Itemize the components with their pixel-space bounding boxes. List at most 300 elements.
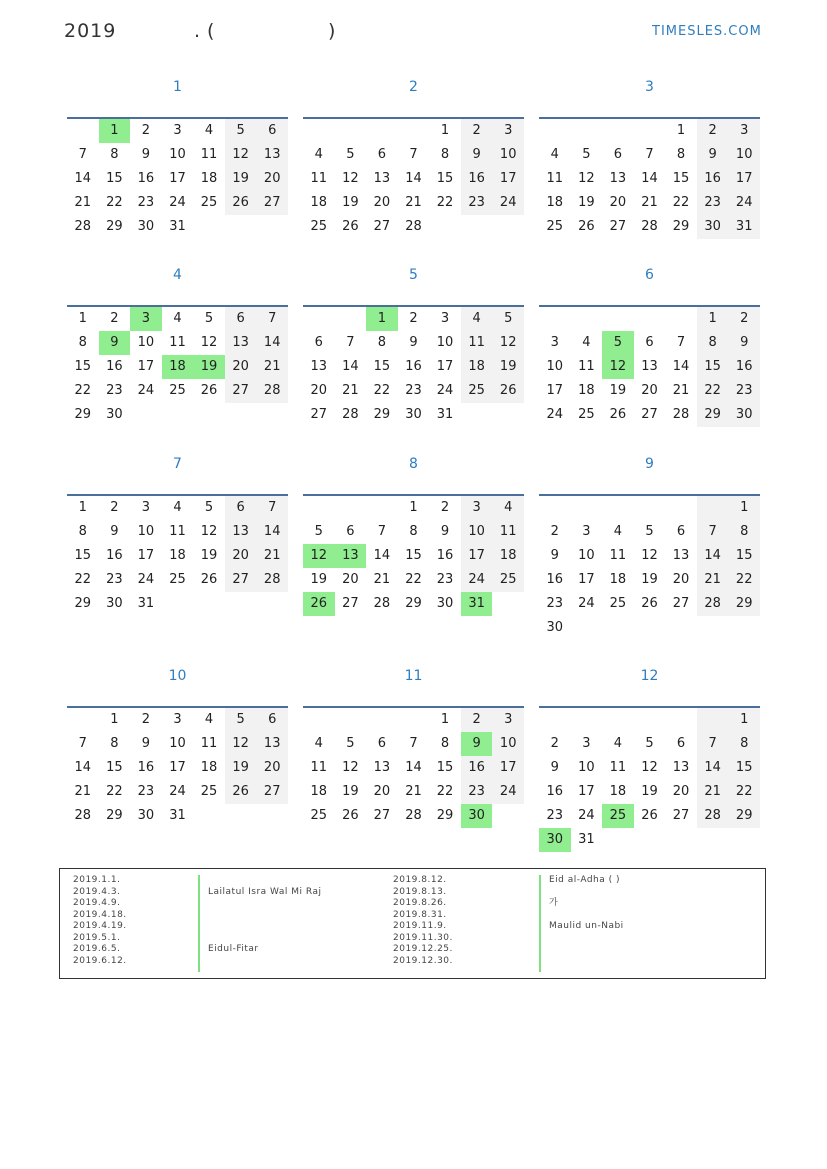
day-cell[interactable]: 26 bbox=[225, 191, 257, 215]
day-cell[interactable]: 27 bbox=[373, 219, 391, 234]
day-cell[interactable]: 4 bbox=[173, 311, 182, 326]
day-cell[interactable]: 4 bbox=[314, 736, 323, 751]
day-cell[interactable]: 10 bbox=[436, 335, 454, 350]
day-cell[interactable]: 14 bbox=[697, 544, 729, 568]
day-cell[interactable]: 14 bbox=[256, 331, 288, 355]
day-cell[interactable]: 29 bbox=[728, 592, 760, 616]
day-cell[interactable]: 7 bbox=[256, 307, 288, 331]
day-cell[interactable]: 8 bbox=[110, 736, 119, 751]
day-cell[interactable]: 30 bbox=[436, 596, 454, 611]
day-cell[interactable]: 28 bbox=[672, 407, 690, 422]
day-cell[interactable]: 2 bbox=[141, 123, 151, 138]
day-cell[interactable]: 1 bbox=[440, 123, 450, 138]
day-cell[interactable]: 2 bbox=[550, 736, 559, 751]
day-cell[interactable]: 21 bbox=[373, 572, 391, 587]
day-cell[interactable]: 17 bbox=[578, 784, 595, 799]
day-cell[interactable]: 29 bbox=[74, 596, 92, 611]
day-cell[interactable]: 26 bbox=[609, 407, 627, 422]
day-cell[interactable]: 26 bbox=[303, 592, 335, 616]
day-cell[interactable]: 13 bbox=[641, 359, 658, 374]
day-cell[interactable]: 11 bbox=[492, 520, 524, 544]
day-cell[interactable]: 17 bbox=[436, 359, 454, 374]
day-cell[interactable]: 5 bbox=[645, 736, 654, 751]
day-cell[interactable]: 18 bbox=[492, 544, 524, 568]
day-cell[interactable]: 2 bbox=[110, 500, 119, 515]
day-cell[interactable]: 25 bbox=[169, 383, 186, 398]
day-cell[interactable]: 23 bbox=[461, 780, 493, 804]
day-cell[interactable]: 8 bbox=[697, 331, 729, 355]
day-cell[interactable]: 31 bbox=[169, 808, 186, 823]
day-cell[interactable]: 15 bbox=[405, 548, 422, 563]
day-cell[interactable]: 24 bbox=[137, 572, 155, 587]
day-cell[interactable]: 4 bbox=[582, 335, 591, 350]
day-cell[interactable]: 19 bbox=[578, 195, 595, 210]
day-cell[interactable]: 9 bbox=[728, 331, 760, 355]
day-cell[interactable]: 6 bbox=[377, 736, 387, 751]
day-cell[interactable]: 16 bbox=[137, 171, 155, 186]
day-cell[interactable]: 25 bbox=[310, 808, 328, 823]
day-cell[interactable]: 19 bbox=[342, 195, 359, 210]
day-cell[interactable]: 13 bbox=[335, 544, 367, 568]
day-cell[interactable]: 1 bbox=[728, 496, 760, 520]
day-cell[interactable]: 24 bbox=[578, 808, 595, 823]
day-cell[interactable]: 27 bbox=[342, 596, 359, 611]
day-cell[interactable]: 18 bbox=[546, 195, 564, 210]
day-cell[interactable]: 19 bbox=[342, 784, 359, 799]
day-cell[interactable]: 20 bbox=[225, 355, 257, 379]
day-cell[interactable]: 27 bbox=[373, 808, 391, 823]
day-cell[interactable]: 24 bbox=[492, 191, 524, 215]
day-cell[interactable]: 2 bbox=[461, 119, 493, 143]
day-cell[interactable]: 18 bbox=[310, 195, 328, 210]
day-cell[interactable]: 4 bbox=[550, 147, 559, 162]
day-cell[interactable]: 7 bbox=[78, 147, 87, 162]
day-cell[interactable]: 17 bbox=[169, 171, 186, 186]
day-cell[interactable]: 25 bbox=[461, 379, 493, 403]
day-cell[interactable]: 3 bbox=[728, 119, 760, 143]
day-cell[interactable]: 3 bbox=[173, 123, 182, 138]
day-cell[interactable]: 6 bbox=[645, 335, 654, 350]
day-cell[interactable]: 28 bbox=[373, 596, 391, 611]
day-cell[interactable]: 23 bbox=[436, 572, 454, 587]
day-cell[interactable]: 20 bbox=[225, 544, 257, 568]
day-cell[interactable]: 30 bbox=[539, 828, 571, 852]
day-cell[interactable]: 2 bbox=[110, 311, 119, 326]
day-cell[interactable]: 15 bbox=[436, 171, 454, 186]
day-cell[interactable]: 3 bbox=[130, 307, 162, 331]
day-cell[interactable]: 28 bbox=[74, 219, 92, 234]
day-cell[interactable]: 5 bbox=[204, 500, 214, 515]
day-cell[interactable]: 14 bbox=[697, 756, 729, 780]
day-cell[interactable]: 21 bbox=[74, 195, 92, 210]
day-cell[interactable]: 31 bbox=[137, 596, 155, 611]
day-cell[interactable]: 12 bbox=[303, 544, 335, 568]
day-cell[interactable]: 24 bbox=[728, 191, 760, 215]
day-cell[interactable]: 26 bbox=[342, 808, 359, 823]
day-cell[interactable]: 5 bbox=[645, 524, 654, 539]
day-cell[interactable]: 15 bbox=[697, 355, 729, 379]
day-cell[interactable]: 9 bbox=[409, 335, 418, 350]
day-cell[interactable]: 13 bbox=[672, 548, 690, 563]
day-cell[interactable]: 21 bbox=[641, 195, 658, 210]
day-cell[interactable]: 28 bbox=[405, 808, 422, 823]
day-cell[interactable]: 14 bbox=[641, 171, 658, 186]
day-cell[interactable]: 6 bbox=[346, 524, 355, 539]
day-cell[interactable]: 3 bbox=[550, 335, 559, 350]
day-cell[interactable]: 21 bbox=[697, 568, 729, 592]
day-cell[interactable]: 31 bbox=[578, 832, 595, 847]
day-cell[interactable]: 11 bbox=[200, 736, 218, 751]
day-cell[interactable]: 27 bbox=[672, 596, 690, 611]
day-cell[interactable]: 20 bbox=[310, 383, 328, 398]
day-cell[interactable]: 4 bbox=[204, 123, 214, 138]
day-cell[interactable]: 26 bbox=[200, 383, 218, 398]
day-cell[interactable]: 20 bbox=[373, 195, 391, 210]
day-cell[interactable]: 17 bbox=[461, 544, 493, 568]
day-cell[interactable]: 2 bbox=[409, 311, 418, 326]
day-cell[interactable]: 25 bbox=[609, 596, 627, 611]
day-cell[interactable]: 23 bbox=[546, 596, 564, 611]
day-cell[interactable]: 16 bbox=[106, 359, 123, 374]
day-cell[interactable]: 28 bbox=[74, 808, 92, 823]
day-cell[interactable]: 29 bbox=[106, 219, 123, 234]
day-cell[interactable]: 28 bbox=[641, 219, 658, 234]
day-cell[interactable]: 24 bbox=[137, 383, 155, 398]
day-cell[interactable]: 26 bbox=[578, 219, 595, 234]
day-cell[interactable]: 13 bbox=[672, 760, 690, 775]
day-cell[interactable]: 25 bbox=[546, 219, 564, 234]
day-cell[interactable]: 23 bbox=[728, 379, 760, 403]
day-cell[interactable]: 7 bbox=[697, 520, 729, 544]
day-cell[interactable]: 20 bbox=[672, 572, 690, 587]
day-cell[interactable]: 14 bbox=[405, 171, 422, 186]
day-cell[interactable]: 14 bbox=[342, 359, 359, 374]
day-cell[interactable]: 23 bbox=[697, 191, 729, 215]
day-cell[interactable]: 30 bbox=[546, 620, 564, 635]
day-cell[interactable]: 16 bbox=[137, 760, 155, 775]
day-cell[interactable]: 29 bbox=[405, 596, 422, 611]
day-cell[interactable]: 7 bbox=[256, 496, 288, 520]
day-cell[interactable]: 11 bbox=[169, 524, 186, 539]
day-cell[interactable]: 9 bbox=[99, 331, 131, 355]
day-cell[interactable]: 20 bbox=[672, 784, 690, 799]
day-cell[interactable]: 8 bbox=[377, 335, 387, 350]
day-cell[interactable]: 30 bbox=[697, 215, 729, 239]
day-cell[interactable]: 26 bbox=[641, 596, 658, 611]
day-cell[interactable]: 11 bbox=[578, 359, 595, 374]
day-cell[interactable]: 5 bbox=[492, 307, 524, 331]
day-cell[interactable]: 31 bbox=[461, 592, 493, 616]
day-cell[interactable]: 3 bbox=[461, 496, 493, 520]
day-cell[interactable]: 19 bbox=[193, 355, 225, 379]
day-cell[interactable]: 22 bbox=[405, 572, 422, 587]
day-cell[interactable]: 9 bbox=[440, 524, 450, 539]
day-cell[interactable]: 8 bbox=[409, 524, 418, 539]
day-cell[interactable]: 10 bbox=[461, 520, 493, 544]
day-cell[interactable]: 12 bbox=[492, 331, 524, 355]
day-cell[interactable]: 20 bbox=[609, 195, 627, 210]
day-cell[interactable]: 28 bbox=[697, 592, 729, 616]
day-cell[interactable]: 5 bbox=[582, 147, 591, 162]
day-cell[interactable]: 2 bbox=[461, 708, 493, 732]
day-cell[interactable]: 30 bbox=[405, 407, 422, 422]
day-cell[interactable]: 22 bbox=[436, 784, 454, 799]
day-cell[interactable]: 13 bbox=[310, 359, 328, 374]
day-cell[interactable]: 15 bbox=[373, 359, 391, 374]
day-cell[interactable]: 5 bbox=[314, 524, 323, 539]
day-cell[interactable]: 16 bbox=[697, 167, 729, 191]
day-cell[interactable]: 16 bbox=[728, 355, 760, 379]
day-cell[interactable]: 19 bbox=[492, 355, 524, 379]
day-cell[interactable]: 10 bbox=[169, 147, 186, 162]
day-cell[interactable]: 14 bbox=[74, 171, 92, 186]
day-cell[interactable]: 1 bbox=[366, 307, 398, 331]
day-cell[interactable]: 13 bbox=[373, 760, 391, 775]
day-cell[interactable]: 8 bbox=[440, 147, 450, 162]
day-cell[interactable]: 26 bbox=[641, 808, 658, 823]
day-cell[interactable]: 2 bbox=[550, 524, 559, 539]
day-cell[interactable]: 6 bbox=[256, 119, 288, 143]
day-cell[interactable]: 16 bbox=[106, 548, 123, 563]
day-cell[interactable]: 22 bbox=[106, 784, 123, 799]
day-cell[interactable]: 4 bbox=[204, 712, 214, 727]
day-cell[interactable]: 22 bbox=[697, 379, 729, 403]
day-cell[interactable]: 1 bbox=[78, 311, 87, 326]
day-cell[interactable]: 11 bbox=[310, 760, 328, 775]
day-cell[interactable]: 27 bbox=[310, 407, 328, 422]
day-cell[interactable]: 30 bbox=[106, 407, 123, 422]
day-cell[interactable]: 18 bbox=[578, 383, 595, 398]
day-cell[interactable]: 9 bbox=[697, 143, 729, 167]
day-cell[interactable]: 1 bbox=[78, 500, 87, 515]
day-cell[interactable]: 2 bbox=[440, 500, 450, 515]
day-cell[interactable]: 25 bbox=[602, 804, 634, 828]
day-cell[interactable]: 18 bbox=[162, 355, 194, 379]
day-cell[interactable]: 12 bbox=[578, 171, 595, 186]
day-cell[interactable]: 11 bbox=[546, 171, 564, 186]
day-cell[interactable]: 5 bbox=[346, 147, 355, 162]
day-cell[interactable]: 12 bbox=[225, 732, 257, 756]
day-cell[interactable]: 6 bbox=[377, 147, 387, 162]
day-cell[interactable]: 5 bbox=[225, 708, 257, 732]
day-cell[interactable]: 21 bbox=[405, 784, 422, 799]
day-cell[interactable]: 16 bbox=[546, 784, 564, 799]
day-cell[interactable]: 27 bbox=[256, 191, 288, 215]
day-cell[interactable]: 31 bbox=[169, 219, 186, 234]
day-cell[interactable]: 28 bbox=[342, 407, 359, 422]
day-cell[interactable]: 25 bbox=[492, 568, 524, 592]
day-cell[interactable]: 24 bbox=[492, 780, 524, 804]
day-cell[interactable]: 15 bbox=[728, 756, 760, 780]
day-cell[interactable]: 4 bbox=[492, 496, 524, 520]
day-cell[interactable]: 12 bbox=[342, 171, 359, 186]
day-cell[interactable]: 29 bbox=[373, 407, 391, 422]
day-cell[interactable]: 21 bbox=[342, 383, 359, 398]
day-cell[interactable]: 17 bbox=[169, 760, 186, 775]
day-cell[interactable]: 9 bbox=[110, 524, 119, 539]
day-cell[interactable]: 15 bbox=[106, 171, 123, 186]
day-cell[interactable]: 12 bbox=[225, 143, 257, 167]
day-cell[interactable]: 9 bbox=[461, 732, 493, 756]
day-cell[interactable]: 28 bbox=[405, 219, 422, 234]
day-cell[interactable]: 19 bbox=[609, 383, 627, 398]
day-cell[interactable]: 7 bbox=[346, 335, 355, 350]
day-cell[interactable]: 7 bbox=[409, 736, 418, 751]
day-cell[interactable]: 20 bbox=[256, 756, 288, 780]
day-cell[interactable]: 4 bbox=[173, 500, 182, 515]
day-cell[interactable]: 17 bbox=[137, 548, 155, 563]
day-cell[interactable]: 5 bbox=[602, 331, 634, 355]
day-cell[interactable]: 4 bbox=[461, 307, 493, 331]
day-cell[interactable]: 21 bbox=[672, 383, 690, 398]
day-cell[interactable]: 18 bbox=[200, 760, 218, 775]
day-cell[interactable]: 22 bbox=[74, 383, 92, 398]
day-cell[interactable]: 4 bbox=[314, 147, 323, 162]
day-cell[interactable]: 4 bbox=[613, 736, 623, 751]
day-cell[interactable]: 17 bbox=[492, 756, 524, 780]
day-cell[interactable]: 13 bbox=[609, 171, 627, 186]
day-cell[interactable]: 23 bbox=[106, 383, 123, 398]
day-cell[interactable]: 6 bbox=[314, 335, 323, 350]
day-cell[interactable]: 8 bbox=[728, 732, 760, 756]
day-cell[interactable]: 15 bbox=[106, 760, 123, 775]
day-cell[interactable]: 23 bbox=[137, 784, 155, 799]
day-cell[interactable]: 15 bbox=[672, 171, 690, 186]
day-cell[interactable]: 30 bbox=[461, 804, 493, 828]
day-cell[interactable]: 10 bbox=[137, 335, 155, 350]
day-cell[interactable]: 28 bbox=[697, 804, 729, 828]
day-cell[interactable]: 12 bbox=[641, 548, 658, 563]
day-cell[interactable]: 30 bbox=[106, 596, 123, 611]
day-cell[interactable]: 7 bbox=[676, 335, 686, 350]
day-cell[interactable]: 21 bbox=[405, 195, 422, 210]
day-cell[interactable]: 29 bbox=[106, 808, 123, 823]
day-cell[interactable]: 19 bbox=[641, 572, 658, 587]
day-cell[interactable]: 5 bbox=[346, 736, 355, 751]
day-cell[interactable]: 10 bbox=[492, 143, 524, 167]
day-cell[interactable]: 15 bbox=[728, 544, 760, 568]
day-cell[interactable]: 12 bbox=[342, 760, 359, 775]
day-cell[interactable]: 24 bbox=[436, 383, 454, 398]
site-logo[interactable]: TIMESLES.COM bbox=[652, 24, 762, 39]
day-cell[interactable]: 11 bbox=[461, 331, 493, 355]
day-cell[interactable]: 20 bbox=[373, 784, 391, 799]
day-cell[interactable]: 3 bbox=[440, 311, 450, 326]
day-cell[interactable]: 14 bbox=[74, 760, 92, 775]
day-cell[interactable]: 29 bbox=[436, 808, 454, 823]
day-cell[interactable]: 19 bbox=[310, 572, 328, 587]
day-cell[interactable]: 13 bbox=[373, 171, 391, 186]
day-cell[interactable]: 16 bbox=[546, 572, 564, 587]
day-cell[interactable]: 19 bbox=[225, 167, 257, 191]
day-cell[interactable]: 6 bbox=[225, 496, 257, 520]
day-cell[interactable]: 18 bbox=[609, 784, 627, 799]
day-cell[interactable]: 21 bbox=[256, 544, 288, 568]
day-cell[interactable]: 24 bbox=[578, 596, 595, 611]
day-cell[interactable]: 17 bbox=[546, 383, 564, 398]
day-cell[interactable]: 22 bbox=[728, 568, 760, 592]
day-cell[interactable]: 18 bbox=[169, 548, 186, 563]
day-cell[interactable]: 24 bbox=[546, 407, 564, 422]
day-cell[interactable]: 21 bbox=[74, 784, 92, 799]
day-cell[interactable]: 16 bbox=[461, 756, 493, 780]
day-cell[interactable]: 16 bbox=[461, 167, 493, 191]
day-cell[interactable]: 21 bbox=[256, 355, 288, 379]
day-cell[interactable]: 7 bbox=[377, 524, 387, 539]
day-cell[interactable]: 29 bbox=[672, 219, 690, 234]
day-cell[interactable]: 27 bbox=[672, 808, 690, 823]
day-cell[interactable]: 3 bbox=[173, 712, 182, 727]
day-cell[interactable]: 23 bbox=[106, 572, 123, 587]
day-cell[interactable]: 6 bbox=[676, 524, 686, 539]
day-cell[interactable]: 15 bbox=[436, 760, 454, 775]
day-cell[interactable]: 9 bbox=[141, 147, 151, 162]
day-cell[interactable]: 16 bbox=[405, 359, 422, 374]
day-cell[interactable]: 14 bbox=[373, 548, 391, 563]
day-cell[interactable]: 17 bbox=[578, 572, 595, 587]
day-cell[interactable]: 27 bbox=[256, 780, 288, 804]
day-cell[interactable]: 11 bbox=[169, 335, 186, 350]
day-cell[interactable]: 18 bbox=[609, 572, 627, 587]
day-cell[interactable]: 26 bbox=[342, 219, 359, 234]
day-cell[interactable]: 5 bbox=[225, 119, 257, 143]
day-cell[interactable]: 7 bbox=[697, 732, 729, 756]
day-cell[interactable]: 20 bbox=[641, 383, 658, 398]
day-cell[interactable]: 14 bbox=[256, 520, 288, 544]
day-cell[interactable]: 11 bbox=[609, 548, 627, 563]
day-cell[interactable]: 24 bbox=[169, 195, 186, 210]
day-cell[interactable]: 8 bbox=[78, 524, 87, 539]
day-cell[interactable]: 27 bbox=[225, 568, 257, 592]
day-cell[interactable]: 10 bbox=[492, 732, 524, 756]
day-cell[interactable]: 23 bbox=[546, 808, 564, 823]
day-cell[interactable]: 7 bbox=[78, 736, 87, 751]
day-cell[interactable]: 27 bbox=[641, 407, 658, 422]
day-cell[interactable]: 12 bbox=[602, 355, 634, 379]
day-cell[interactable]: 6 bbox=[225, 307, 257, 331]
day-cell[interactable]: 25 bbox=[310, 219, 328, 234]
day-cell[interactable]: 18 bbox=[200, 171, 218, 186]
day-cell[interactable]: 30 bbox=[728, 403, 760, 427]
day-cell[interactable]: 10 bbox=[728, 143, 760, 167]
day-cell[interactable]: 10 bbox=[578, 548, 595, 563]
day-cell[interactable]: 23 bbox=[461, 191, 493, 215]
day-cell[interactable]: 17 bbox=[137, 359, 155, 374]
day-cell[interactable]: 1 bbox=[728, 708, 760, 732]
day-cell[interactable]: 19 bbox=[200, 548, 218, 563]
day-cell[interactable]: 25 bbox=[169, 572, 186, 587]
day-cell[interactable]: 1 bbox=[110, 712, 119, 727]
day-cell[interactable]: 19 bbox=[641, 784, 658, 799]
day-cell[interactable]: 14 bbox=[405, 760, 422, 775]
day-cell[interactable]: 9 bbox=[141, 736, 151, 751]
day-cell[interactable]: 7 bbox=[645, 147, 654, 162]
day-cell[interactable]: 10 bbox=[578, 760, 595, 775]
day-cell[interactable]: 26 bbox=[200, 572, 218, 587]
day-cell[interactable]: 28 bbox=[256, 568, 288, 592]
day-cell[interactable]: 25 bbox=[200, 784, 218, 799]
day-cell[interactable]: 29 bbox=[728, 804, 760, 828]
day-cell[interactable]: 12 bbox=[200, 524, 218, 539]
day-cell[interactable]: 8 bbox=[110, 147, 119, 162]
day-cell[interactable]: 9 bbox=[550, 760, 559, 775]
day-cell[interactable]: 14 bbox=[672, 359, 690, 374]
day-cell[interactable]: 8 bbox=[440, 736, 450, 751]
day-cell[interactable]: 22 bbox=[436, 195, 454, 210]
day-cell[interactable]: 30 bbox=[137, 219, 155, 234]
day-cell[interactable]: 1 bbox=[676, 123, 686, 138]
day-cell[interactable]: 17 bbox=[728, 167, 760, 191]
